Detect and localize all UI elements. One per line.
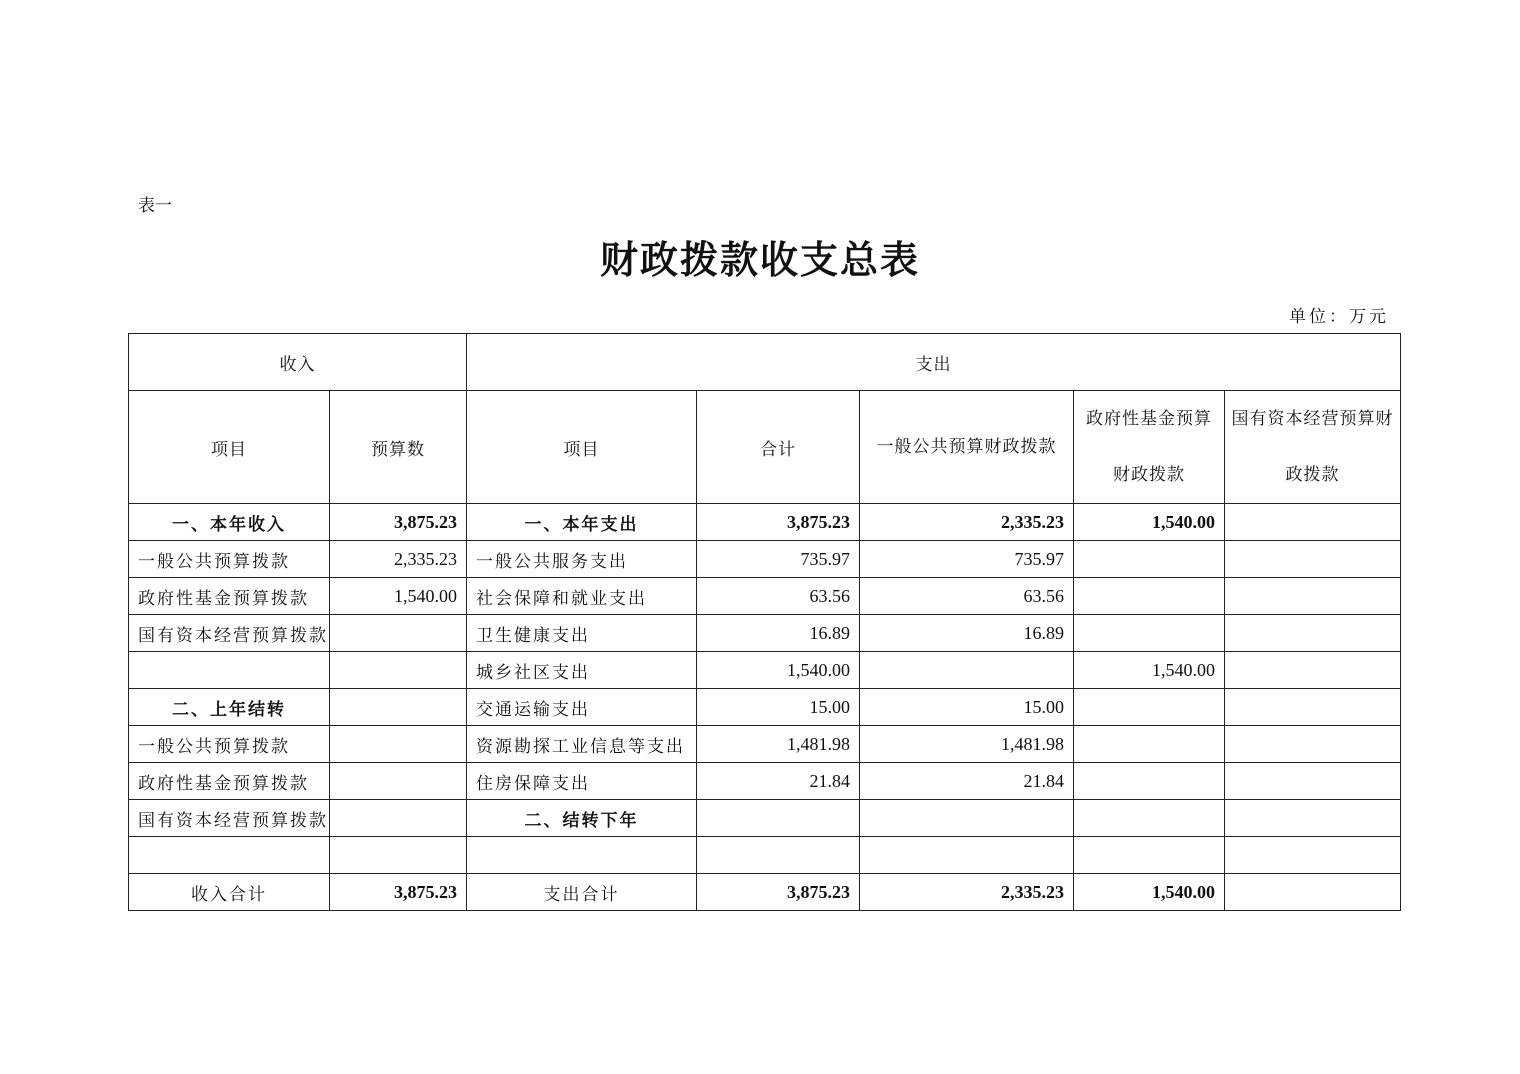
col-header-income-item: 项目 <box>129 391 330 504</box>
income-item-cell: 一、本年收入 <box>129 504 330 541</box>
income-total-label: 收入合计 <box>129 874 330 911</box>
expense-item-cell: 二、结转下年 <box>467 800 697 837</box>
table-row <box>129 615 1401 652</box>
table-row <box>129 800 1401 837</box>
state-capital-cell <box>1225 800 1401 837</box>
expense-total-cell <box>697 800 860 837</box>
government-fund-cell <box>1074 689 1225 726</box>
expense-item-cell: 资源勘探工业信息等支出 <box>467 726 697 763</box>
table-row <box>129 652 1401 689</box>
general-public-cell: 63.56 <box>860 578 1074 615</box>
state-capital-cell <box>1225 652 1401 689</box>
expense-total-amount: 3,875.23 <box>697 874 860 911</box>
table-row <box>129 763 1401 800</box>
income-item-cell <box>129 652 330 689</box>
income-amount-cell <box>330 837 467 874</box>
government-fund-cell <box>1074 837 1225 874</box>
expense-item-cell: 一般公共服务支出 <box>467 541 697 578</box>
income-item-cell: 二、上年结转 <box>129 689 330 726</box>
col-header-total: 合计 <box>697 391 860 504</box>
group-header-row <box>129 334 1401 391</box>
state-capital-cell <box>1225 689 1401 726</box>
general-public-cell <box>860 652 1074 689</box>
expense-item-cell: 住房保障支出 <box>467 763 697 800</box>
expense-total-label: 支出合计 <box>467 874 697 911</box>
col-header-general-public-budget: 一般公共预算财政拨款 <box>860 391 1074 504</box>
expense-item-cell: 交通运输支出 <box>467 689 697 726</box>
expense-total-cell: 735.97 <box>697 541 860 578</box>
expense-item-cell: 卫生健康支出 <box>467 615 697 652</box>
government-fund-cell <box>1074 763 1225 800</box>
table-row <box>129 578 1401 615</box>
income-item-cell: 一般公共预算拨款 <box>129 541 330 578</box>
expense-item-cell: 城乡社区支出 <box>467 652 697 689</box>
col-header-expense-item: 项目 <box>467 391 697 504</box>
expense-item-cell: 一、本年支出 <box>467 504 697 541</box>
income-item-cell: 政府性基金预算拨款 <box>129 578 330 615</box>
col-header-government-fund-budget: 政府性基金预算财政拨款 <box>1074 391 1225 504</box>
table-row <box>129 689 1401 726</box>
state-capital-cell <box>1225 541 1401 578</box>
expense-total-cell: 1,540.00 <box>697 652 860 689</box>
government-fund-cell <box>1074 615 1225 652</box>
government-fund-cell: 1,540.00 <box>1074 504 1225 541</box>
table-row <box>129 726 1401 763</box>
expense-item-cell: 社会保障和就业支出 <box>467 578 697 615</box>
expense-total-cell: 21.84 <box>697 763 860 800</box>
income-amount-cell: 1,540.00 <box>330 578 467 615</box>
income-item-cell: 一般公共预算拨款 <box>129 726 330 763</box>
income-total-amount: 3,875.23 <box>330 874 467 911</box>
expense-total-cell: 63.56 <box>697 578 860 615</box>
government-fund-cell <box>1074 578 1225 615</box>
expense-total-cell: 1,481.98 <box>697 726 860 763</box>
column-header-row <box>129 391 1401 504</box>
government-fund-cell <box>1074 800 1225 837</box>
col-header-budget-amount: 预算数 <box>330 391 467 504</box>
expense-total-cell <box>697 837 860 874</box>
general-public-cell: 2,335.23 <box>860 504 1074 541</box>
income-item-cell: 政府性基金预算拨款 <box>129 763 330 800</box>
general-public-cell: 16.89 <box>860 615 1074 652</box>
general-public-cell <box>860 800 1074 837</box>
expense-total-cell: 16.89 <box>697 615 860 652</box>
income-amount-cell <box>330 689 467 726</box>
income-item-cell <box>129 837 330 874</box>
general-public-cell: 1,481.98 <box>860 726 1074 763</box>
table-number-label: 表一 <box>138 196 172 216</box>
general-public-cell <box>860 837 1074 874</box>
government-fund-cell: 1,540.00 <box>1074 652 1225 689</box>
unit-label: 单位：万元 <box>1289 307 1389 327</box>
state-capital-cell <box>1225 763 1401 800</box>
expense-total-cell: 3,875.23 <box>697 504 860 541</box>
income-amount-cell: 2,335.23 <box>330 541 467 578</box>
income-item-cell: 国有资本经营预算拨款 <box>129 615 330 652</box>
page-title: 财政拨款收支总表 <box>599 237 920 282</box>
state-capital-cell <box>1225 615 1401 652</box>
col-header-state-capital-budget: 国有资本经营预算财政拨款 <box>1225 391 1401 504</box>
state-capital-cell <box>1225 837 1401 874</box>
table-row <box>129 541 1401 578</box>
income-amount-cell <box>330 726 467 763</box>
general-public-total: 2,335.23 <box>860 874 1074 911</box>
table-row <box>129 504 1401 541</box>
state-capital-cell <box>1225 504 1401 541</box>
state-capital-cell <box>1225 726 1401 763</box>
income-amount-cell <box>330 615 467 652</box>
fiscal-summary-table <box>128 333 1401 911</box>
expense-group-header: 支出 <box>467 334 1401 391</box>
expense-item-cell <box>467 837 697 874</box>
income-amount-cell <box>330 763 467 800</box>
general-public-cell: 735.97 <box>860 541 1074 578</box>
general-public-cell: 21.84 <box>860 763 1074 800</box>
general-public-cell: 15.00 <box>860 689 1074 726</box>
government-fund-total: 1,540.00 <box>1074 874 1225 911</box>
income-amount-cell: 3,875.23 <box>330 504 467 541</box>
income-amount-cell <box>330 800 467 837</box>
income-group-header: 收入 <box>129 334 467 391</box>
totals-row <box>129 874 1401 911</box>
state-capital-cell <box>1225 578 1401 615</box>
income-amount-cell <box>330 652 467 689</box>
government-fund-cell <box>1074 726 1225 763</box>
government-fund-cell <box>1074 541 1225 578</box>
expense-total-cell: 15.00 <box>697 689 860 726</box>
income-item-cell: 国有资本经营预算拨款 <box>129 800 330 837</box>
state-capital-total <box>1225 874 1401 911</box>
table-row <box>129 837 1401 874</box>
